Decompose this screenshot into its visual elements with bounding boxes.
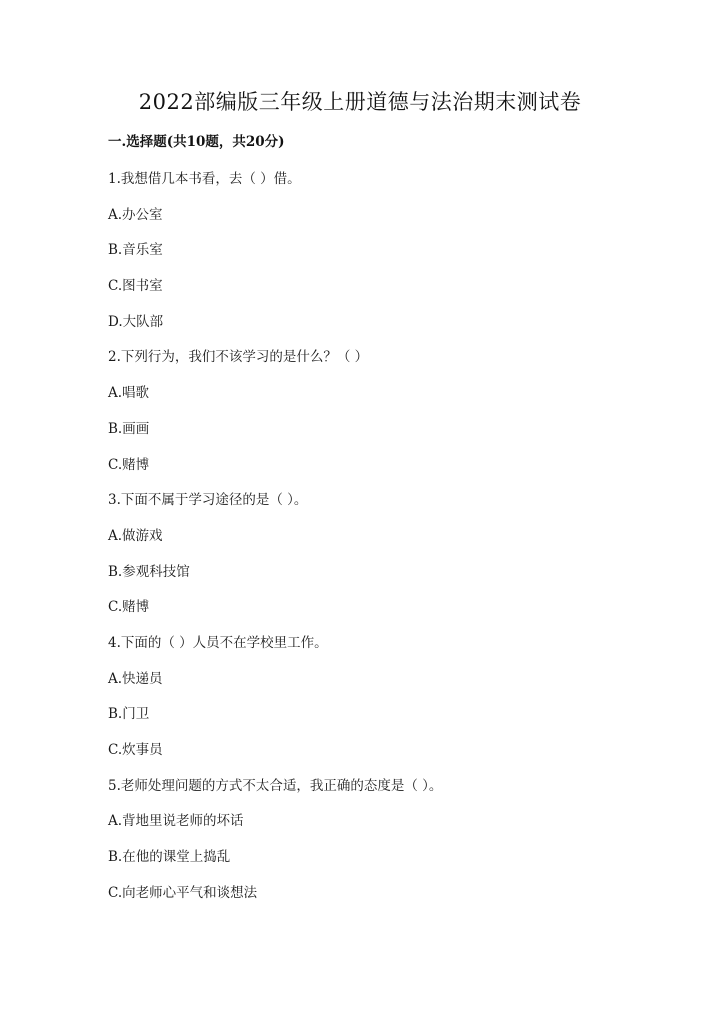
q5-option-a: A.背地里说老师的坏话 [108, 813, 244, 830]
q3-option-b: B.参观科技馆 [108, 563, 190, 580]
q3-option-a: A.做游戏 [108, 527, 163, 544]
q1-option-b: B.音乐室 [108, 242, 163, 259]
q5-option-b: B.在他的课堂上捣乱 [108, 849, 231, 866]
q5-option-c: C.向老师心平气和谈想法 [108, 884, 258, 901]
q1-option-c: C.图书室 [108, 278, 163, 295]
q1-option-d: D.大队部 [108, 313, 164, 330]
question-4: 4.下面的（ ）人员不在学校里工作。 [108, 634, 328, 651]
q3-option-c: C.赌博 [108, 599, 150, 616]
q4-option-a: A.快递员 [108, 670, 163, 687]
question-3: 3.下面不属于学习途径的是（ ）。 [108, 492, 308, 509]
q2-option-c: C.赌博 [108, 456, 150, 473]
question-2: 2.下列行为，我们不该学习的是什么？（ ） [108, 349, 369, 366]
question-list [108, 170, 668, 919]
question-5: 5.老师处理问题的方式不太合适，我正确的态度是（ ）。 [108, 777, 443, 794]
q4-option-c: C.炊事员 [108, 742, 163, 758]
q2-option-a: A.唱歌 [108, 385, 150, 402]
page-title: 2022部编版三年级上册道德与法治期末测试卷 [138, 90, 582, 114]
q1-option-a: A.办公室 [108, 206, 163, 223]
section-heading: 一.选择题(共10题，共20分) [108, 134, 285, 150]
q2-option-b: B.画画 [108, 420, 150, 437]
q4-option-b: B.门卫 [108, 706, 150, 723]
question-1: 1.我想借几本书看，去（ ）借。 [108, 171, 301, 187]
